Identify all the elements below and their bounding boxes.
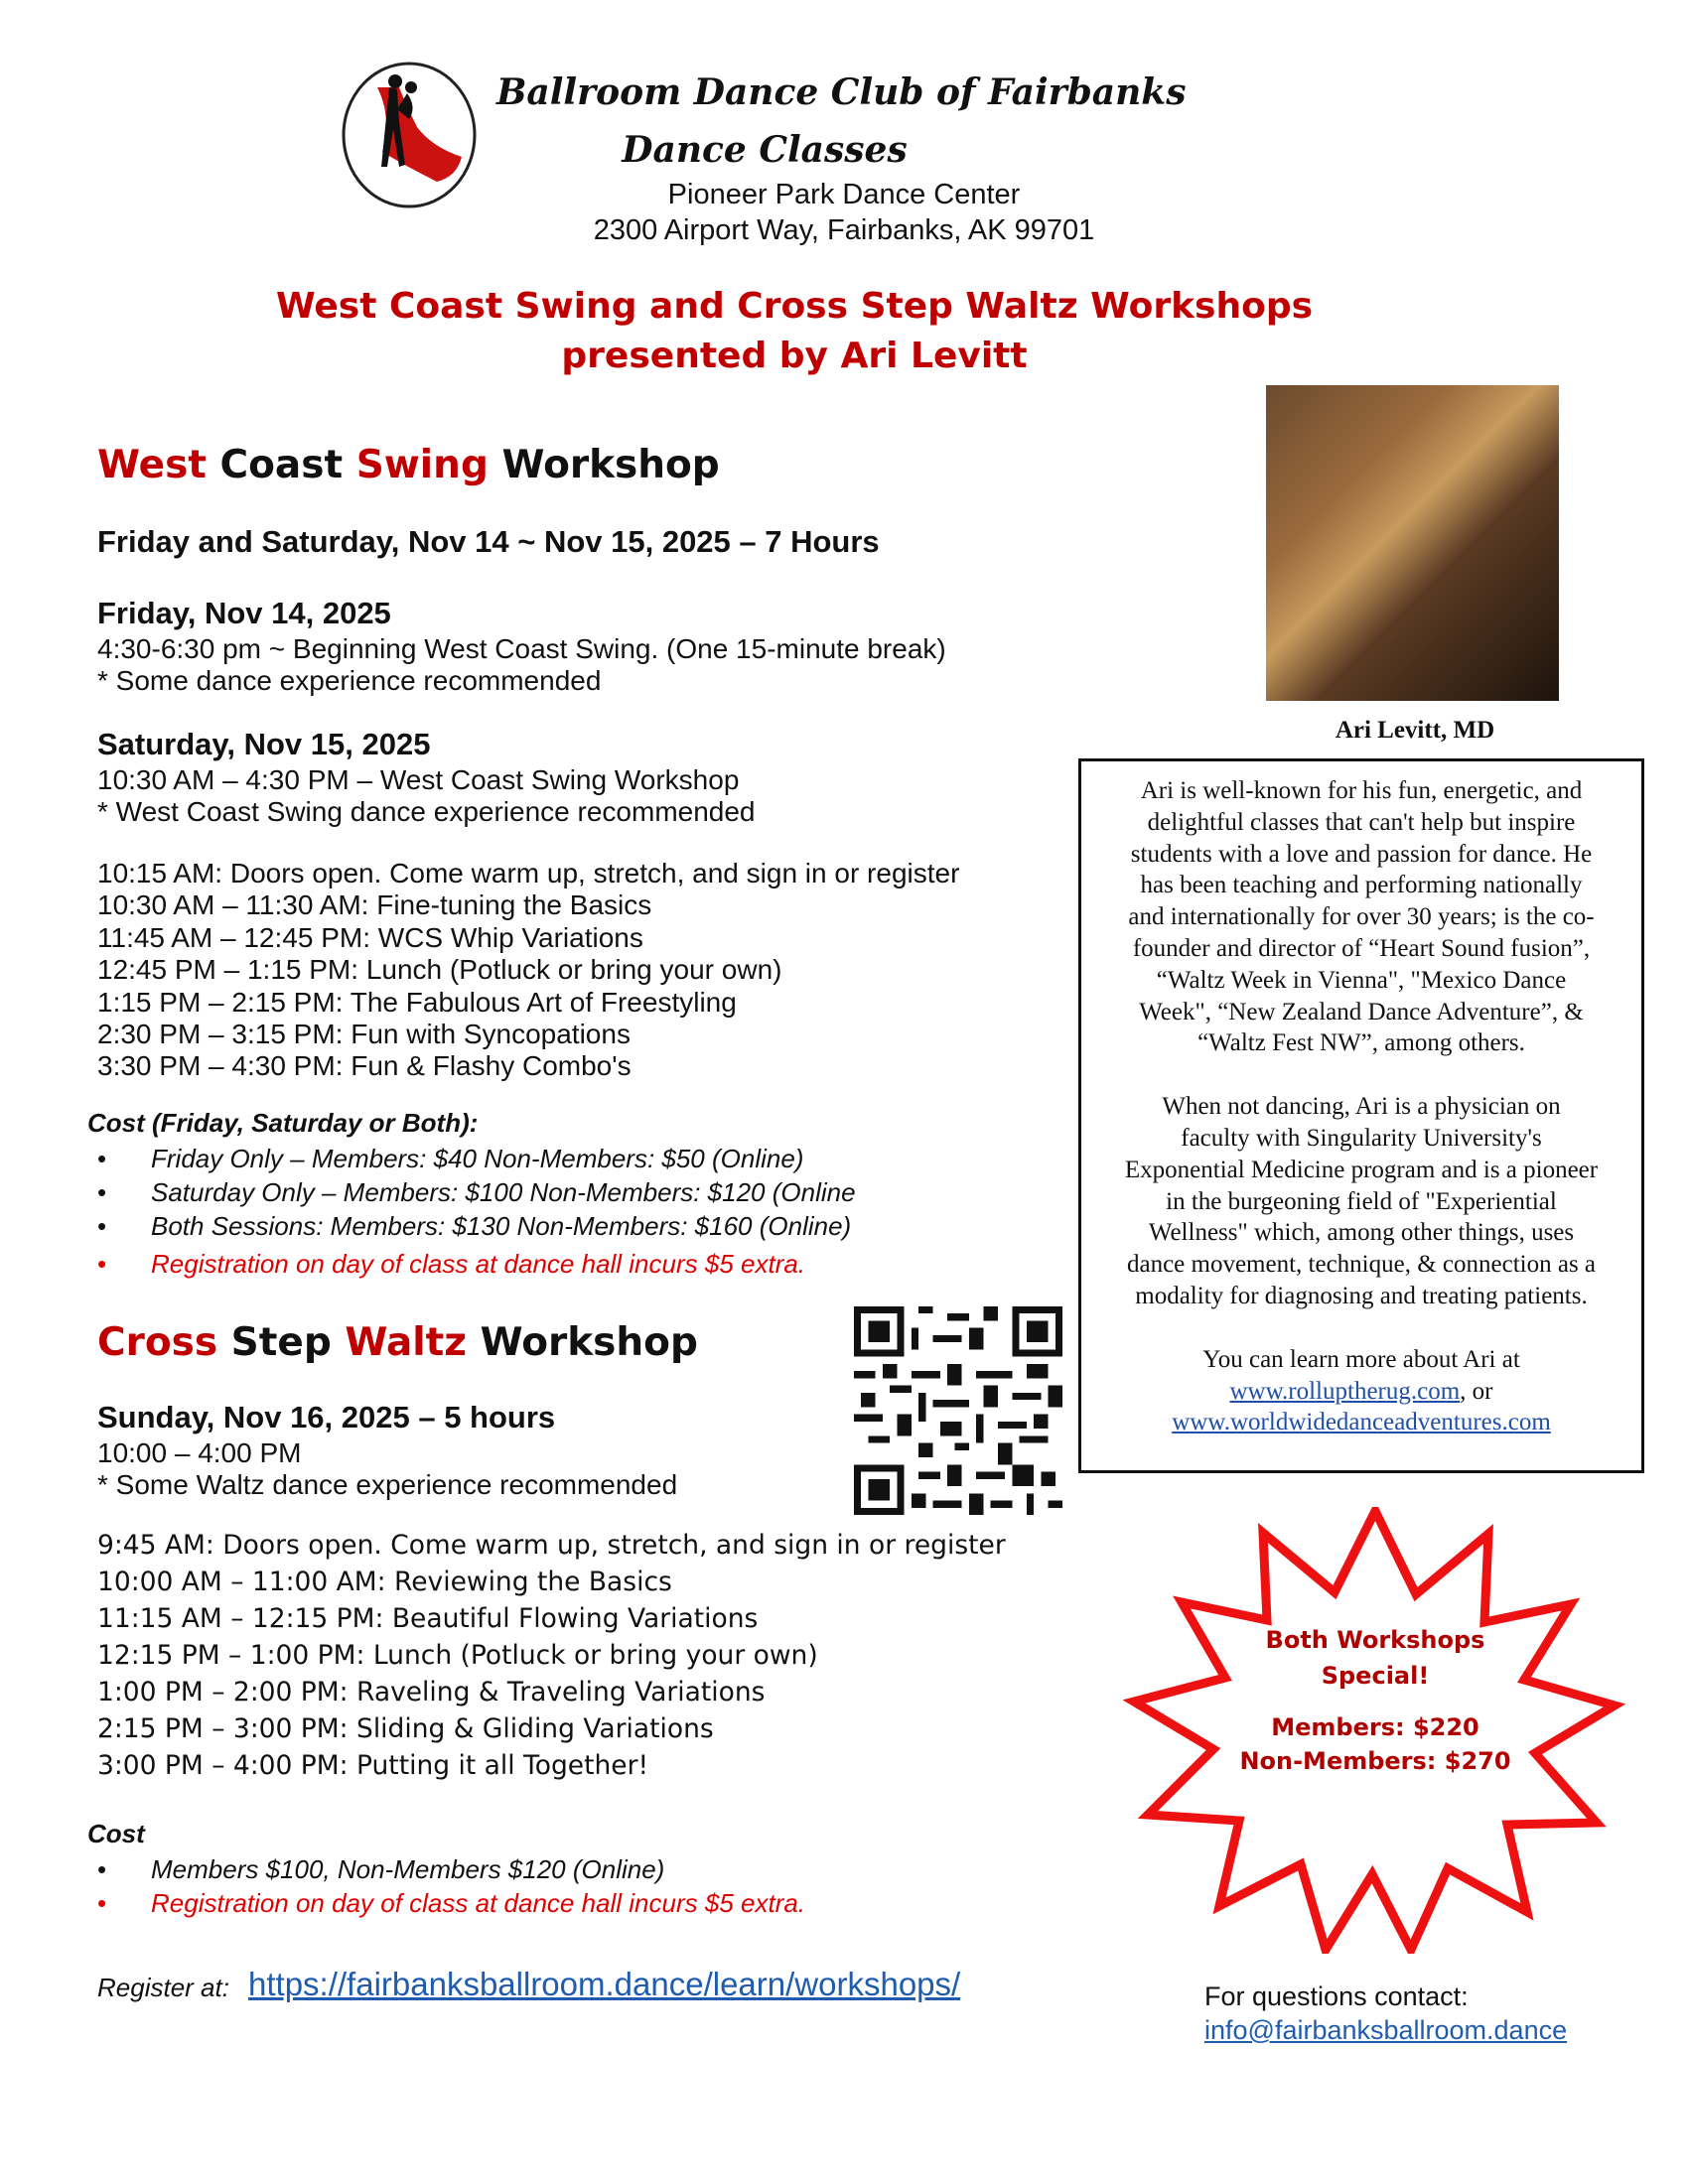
cost-item: • Members $100, Non-Members $120 (Online)	[97, 1852, 805, 1886]
venue-address: 2300 Airport Way, Fairbanks, AK 99701	[593, 214, 1095, 246]
title-word: Workshop	[501, 443, 720, 487]
schedule-item: 11:15 AM – 12:15 PM: Beautiful Flowing Variations	[97, 1603, 759, 1634]
worldwidedance-link[interactable]: www.worldwidedanceadventures.com	[1172, 1409, 1551, 1436]
bio-line: Ari is well-known for his fun, energetic, and	[1140, 777, 1583, 804]
schedule-item: 11:45 AM – 12:45 PM: WCS Whip Variations	[97, 921, 643, 953]
bio-line: in the burgeoning field of "Experiential	[1166, 1187, 1557, 1215]
schedule-item: 3:00 PM – 4:00 PM: Putting it all Together!	[97, 1750, 649, 1781]
headline: West Coast Swing and Cross Step Waltz Workshops	[275, 286, 1314, 327]
title-word: Cross	[97, 1320, 218, 1365]
bio-line: Wellness" which, among other things, uses	[1148, 1219, 1575, 1247]
bio-box	[1078, 758, 1644, 1473]
bio-line: dance movement, technique, & connection as a	[1126, 1251, 1597, 1279]
bio-line: Exponential Medicine program and is a pioneer	[1124, 1156, 1599, 1183]
schedule-item: 1:00 PM – 2:00 PM: Raveling & Traveling Variations	[97, 1677, 766, 1707]
headline-presenter: presented by Ari Levitt	[561, 336, 1028, 376]
contact-label: For questions contact:	[1204, 1981, 1469, 2011]
bio-paragraph	[1081, 1091, 1641, 1312]
wcs-cost-list	[97, 1142, 856, 1281]
saturday-note: * West Coast Swing dance experience recommended	[97, 796, 756, 827]
schedule-item: 12:15 PM – 1:00 PM: Lunch (Potluck or bring your own)	[97, 1640, 818, 1671]
bio-line: and internationally for over 30 years; is the co-	[1128, 903, 1595, 931]
cost-item: • Friday Only – Members: $40 Non-Members: $50 (Online)	[97, 1142, 856, 1175]
cost-item: • Both Sessions: Members: $130 Non-Members: $160 (Online)	[97, 1209, 856, 1243]
saturday-heading: Saturday, Nov 15, 2025	[97, 727, 431, 761]
wcs-cost-heading: Cost (Friday, Saturday or Both):	[87, 1108, 479, 1138]
cost-note: • Registration on day of class at dance hall incurs $5 extra.	[97, 1886, 805, 1920]
special-starburst	[1122, 1507, 1628, 1954]
title-word: Workshop	[480, 1320, 698, 1365]
wcs-schedule	[97, 858, 959, 1083]
bio-line: modality for diagnosing and treating patients.	[1135, 1282, 1588, 1309]
bio-line: faculty with Singularity University's	[1181, 1124, 1542, 1152]
title-word: Coast	[219, 443, 344, 487]
csw-cost-list	[97, 1852, 805, 1920]
csw-section-title	[97, 1320, 698, 1365]
title-word: Step	[230, 1320, 332, 1365]
friday-heading: Friday, Nov 14, 2025	[97, 596, 391, 630]
title-word: Waltz	[345, 1320, 467, 1365]
bio-line: “Waltz Fest NW”, among others.	[1197, 1029, 1525, 1057]
dance-classes-subtitle: Dance Classes	[622, 129, 908, 171]
saturday-time: 10:30 AM – 4:30 PM – West Coast Swing Workshop	[97, 764, 740, 795]
sunday-heading: Sunday, Nov 16, 2025 – 5 hours	[97, 1400, 556, 1434]
special-title: Both Workshops	[1265, 1626, 1485, 1654]
bio-line: delightful classes that can't help but inspire	[1147, 808, 1576, 836]
csw-schedule	[97, 1527, 1006, 1784]
link-suffix: , or	[1460, 1377, 1493, 1405]
title-word: Swing	[355, 443, 489, 487]
bio-paragraph	[1081, 775, 1641, 1059]
club-logo	[338, 58, 487, 212]
bio-line: Week", “New Zealand Dance Adventure”, &	[1139, 998, 1584, 1025]
bio-link-line	[1081, 1376, 1641, 1408]
wcs-section-title	[97, 443, 720, 487]
schedule-item: 10:00 AM – 11:00 AM: Reviewing the Basics	[97, 1567, 672, 1597]
contact-email-link[interactable]: info@fairbanksballroom.dance	[1204, 2015, 1568, 2045]
schedule-item: 12:45 PM – 1:15 PM: Lunch (Potluck or bring your own)	[97, 954, 782, 986]
schedule-item: 3:30 PM – 4:30 PM: Fun & Flashy Combo's	[97, 1050, 632, 1082]
special-members-price: Members: $220	[1271, 1713, 1479, 1741]
wcs-dates: Friday and Saturday, Nov 14 ~ Nov 15, 2025 – 7 Hours	[97, 524, 880, 559]
special-nonmembers-price: Non-Members: $270	[1239, 1747, 1511, 1775]
bio-line: “Waltz Week in Vienna", "Mexico Dance	[1156, 966, 1567, 994]
friday-note: * Some dance experience recommended	[97, 665, 602, 696]
bio-links	[1081, 1344, 1641, 1438]
bio-line: founder and director of “Heart Sound fusion”,	[1132, 934, 1591, 962]
schedule-item: 10:30 AM – 11:30 AM: Fine-tuning the Basics	[97, 889, 652, 921]
qr-code[interactable]	[854, 1306, 1062, 1515]
schedule-item: 1:15 PM – 2:15 PM: The Fabulous Art of Freestyling	[97, 986, 737, 1018]
rolluptherug-link[interactable]: www.rolluptherug.com	[1229, 1377, 1461, 1405]
club-name: Ballroom Dance Club of Fairbanks	[496, 71, 1187, 113]
learn-more-text: You can learn more about Ari at	[1202, 1345, 1520, 1373]
sunday-time: 10:00 – 4:00 PM	[97, 1437, 302, 1468]
register-link[interactable]: https://fairbanksballroom.dance/learn/workshops/	[248, 1966, 961, 2002]
cost-item: • Saturday Only – Members: $100 Non-Members: $120 (Online	[97, 1175, 856, 1209]
venue-name: Pioneer Park Dance Center	[667, 179, 1021, 210]
register-label: Register at:	[97, 1973, 229, 2002]
cost-note: • Registration on day of class at dance hall incurs $5 extra.	[97, 1247, 856, 1281]
sunday-note: * Some Waltz dance experience recommended	[97, 1469, 678, 1500]
schedule-item: 2:15 PM – 3:00 PM: Sliding & Gliding Variations	[97, 1713, 714, 1744]
schedule-item: 2:30 PM – 3:15 PM: Fun with Syncopations	[97, 1019, 631, 1050]
csw-cost-heading: Cost	[87, 1819, 145, 1848]
title-word: West	[97, 443, 207, 487]
friday-time: 4:30-6:30 pm ~ Beginning West Coast Swing. (One 15-minute break)	[97, 633, 946, 664]
schedule-item: 9:45 AM: Doors open. Come warm up, stretch, and sign in or register	[97, 1530, 1006, 1561]
presenter-photo	[1266, 385, 1559, 701]
bio-line: has been teaching and performing nationally	[1140, 872, 1583, 899]
special-subtitle: Special!	[1321, 1662, 1430, 1690]
bio-line: When not dancing, Ari is a physician on	[1162, 1093, 1561, 1121]
photo-caption: Ari Levitt, MD	[1335, 717, 1495, 744]
bio-line: students with a love and passion for dance. He	[1130, 840, 1593, 868]
schedule-item: 10:15 AM: Doors open. Come warm up, stretch, and sign in or register	[97, 858, 960, 888]
